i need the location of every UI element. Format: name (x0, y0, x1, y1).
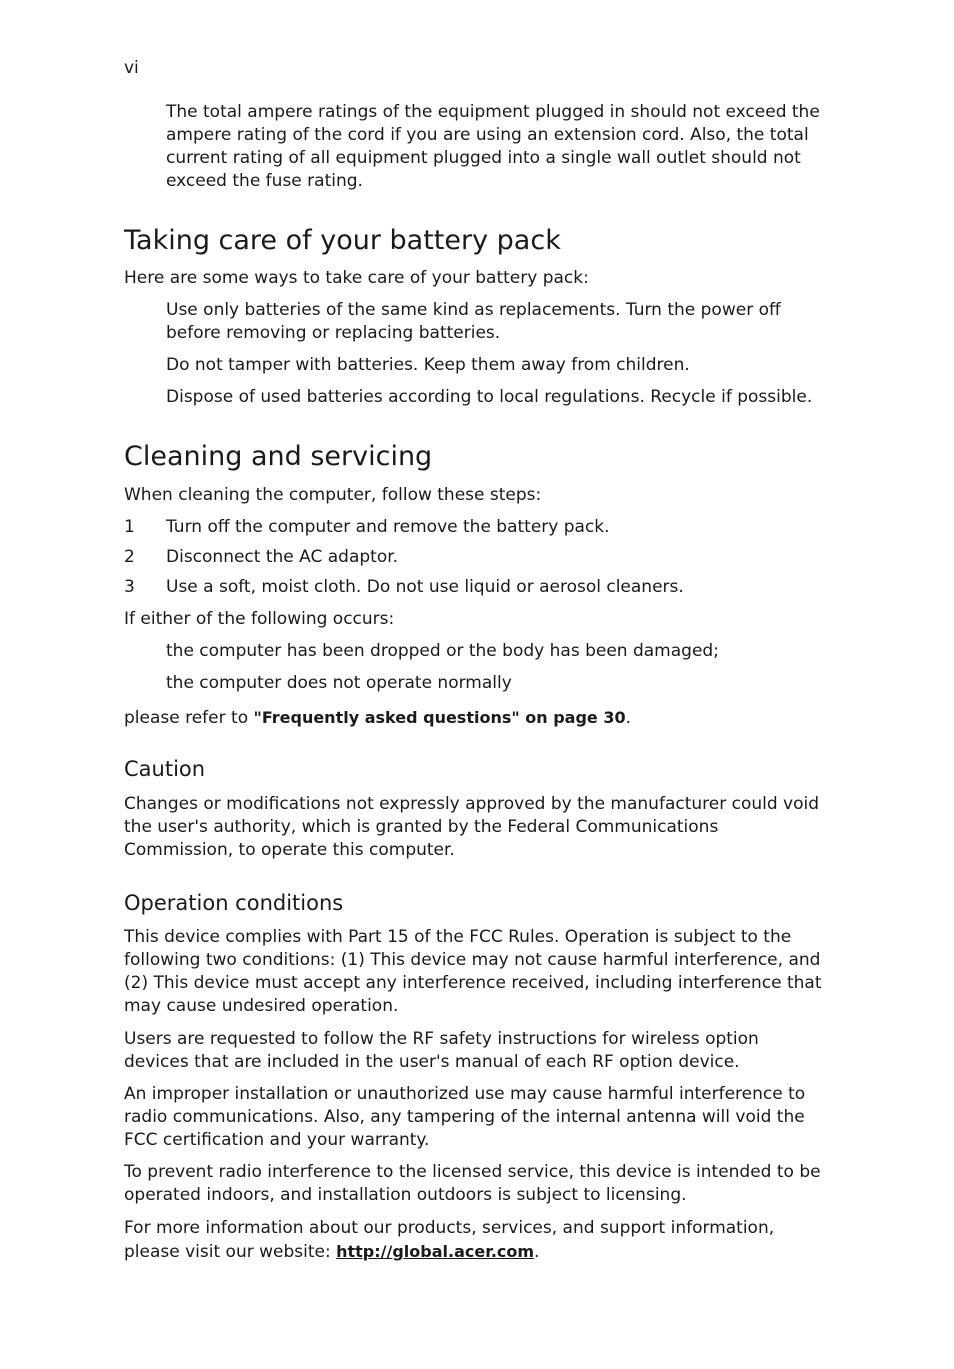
caution-heading: Caution (124, 757, 206, 781)
battery-intro: Here are some ways to take care of your battery pack: (124, 268, 589, 288)
caution-text: Changes or modifications not expressly approved by the manufacturer could void the user's authority, which is granted by the Federal Communications Commission, to operate this computer. (124, 794, 820, 860)
battery-item: Use only batteries of the same kind as replacements. Turn the power off before removing or replacing batteries. (166, 300, 781, 343)
condition-item: the computer does not operate normally (166, 673, 512, 693)
step-text: Use a soft, moist cloth. Do not use liquid or aerosol cleaners. (166, 577, 684, 597)
ampere-rating-paragraph: The total ampere ratings of the equipment plugged in should not exceed the ampere rating of the cord if you are using an extension cord. Also, the total current rating of all equipment plugged into a single wall outlet should not exceed the fuse rating. (166, 102, 820, 191)
step-text: Turn off the computer and remove the battery pack. (166, 517, 610, 537)
refer-prefix: please refer to (124, 708, 254, 728)
cleaning-heading: Cleaning and servicing (124, 441, 433, 472)
website-paragraph (124, 1217, 824, 1264)
operation-paragraph: This device complies with Part 15 of the FCC Rules. Operation is subject to the following two conditions: (1) This device may not cause harmful interference, and (2) This device must accept any interference received, including interference that may cause undesired operation. (124, 927, 822, 1016)
operation-paragraph: To prevent radio interference to the licensed service, this device is intended to be operated indoors, and installation outdoors is subject to licensing. (124, 1162, 821, 1205)
operation-heading: Operation conditions (124, 891, 344, 915)
condition-item: the computer has been dropped or the body has been damaged; (166, 641, 719, 661)
conditions-intro: If either of the following occurs: (124, 609, 395, 629)
page-number: vi (124, 58, 139, 78)
battery-item: Dispose of used batteries according to local regulations. Recycle if possible. (166, 387, 813, 407)
website-prefix: For more information about our products, services, and support information, please visit our website: (124, 1218, 775, 1262)
operation-paragraph: An improper installation or unauthorized use may cause harmful interference to radio communications. Also, any tampering of the internal antenna will void the FCC certification and your warranty. (124, 1084, 806, 1150)
step-number: 1 (124, 517, 135, 537)
acer-website-link[interactable]: http://global.acer.com (336, 1242, 535, 1261)
battery-item: Do not tamper with batteries. Keep them away from children. (166, 355, 690, 375)
refer-line (124, 706, 824, 730)
step-number: 2 (124, 547, 135, 567)
step-number: 3 (124, 577, 135, 597)
website-suffix: . (534, 1242, 540, 1262)
faq-cross-reference-link[interactable]: "Frequently asked questions" on page 30 (253, 708, 626, 727)
battery-heading: Taking care of your battery pack (124, 225, 561, 256)
refer-suffix: . (625, 708, 632, 728)
operation-paragraph: Users are requested to follow the RF safety instructions for wireless option devices that are included in the user's manual of each RF option device. (124, 1029, 759, 1072)
step-text: Disconnect the AC adaptor. (166, 547, 399, 567)
cleaning-intro: When cleaning the computer, follow these steps: (124, 485, 542, 505)
